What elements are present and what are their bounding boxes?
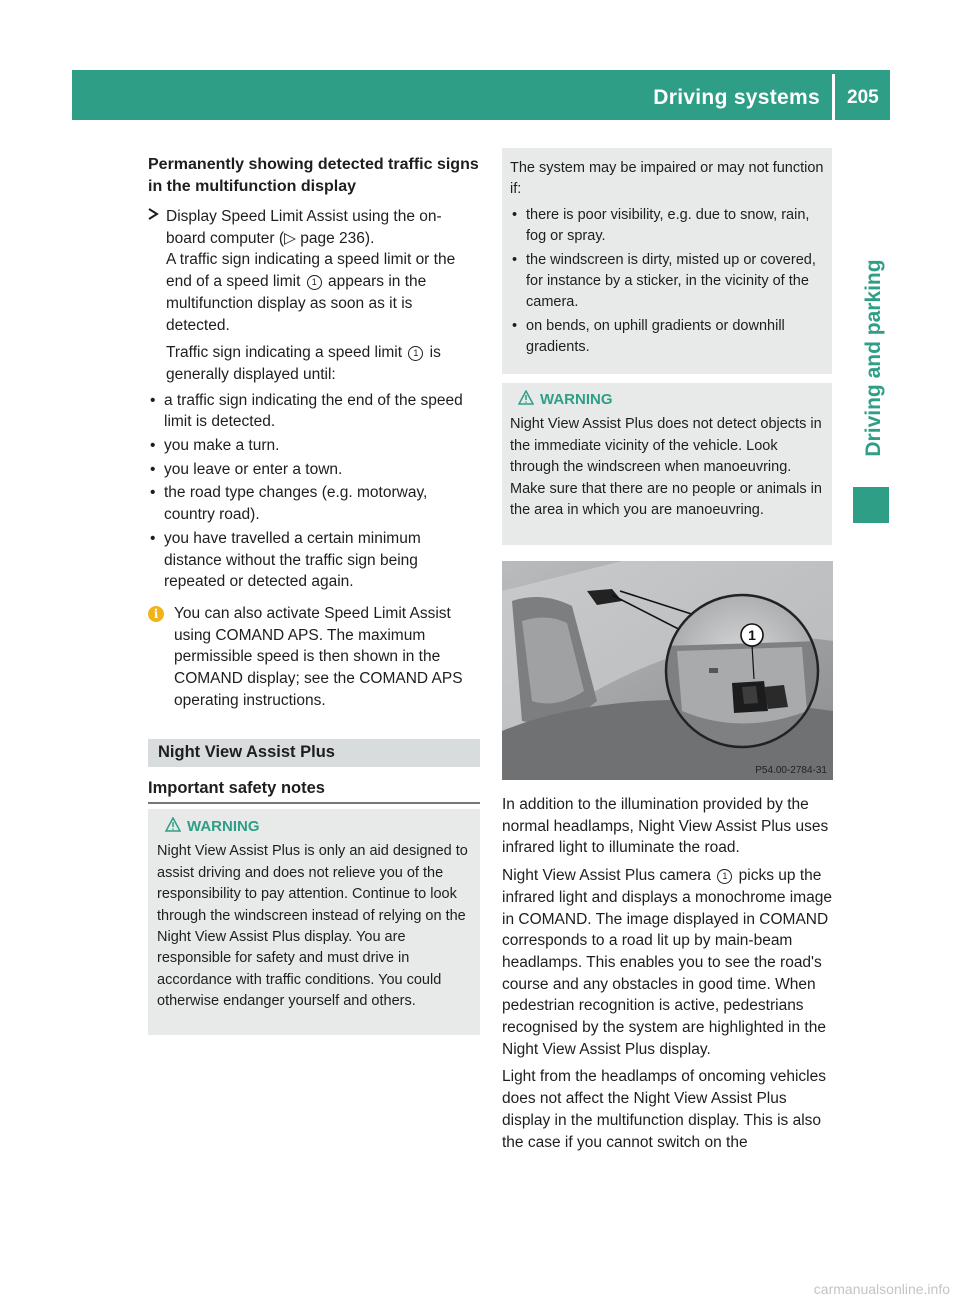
header-bar [72, 70, 890, 120]
side-tab-label: Driving and parking [862, 259, 885, 457]
left-column [148, 154, 480, 711]
paragraph-text: picks up the infrared light and displays a monochrome image in COMAND. The image displayed in COMAND corresponds to a road lit up by main-beam headlamps. This enables you to see the road's course and any obstacles in good time. When pedestrian recognition is active, pedestrians recognised by the system are highlighted in the Night View Assist Plus display. [502, 867, 832, 1058]
warning-label: WARNING [187, 818, 260, 835]
paragraph [148, 342, 480, 385]
instruction-step [148, 206, 480, 249]
callout-1-icon: 1 [717, 869, 732, 884]
step-text: Display Speed Limit Assist using the on-board computer ( [166, 208, 442, 247]
figure-code: P54.00-2784-31 [755, 765, 827, 776]
figure-callout-1: 1 [748, 627, 756, 643]
list-item: • the road type changes (e.g. motorway, country road). [148, 482, 480, 525]
subheading: Important safety notes [148, 779, 325, 797]
section-title: Night View Assist Plus [158, 743, 335, 761]
warning-box [502, 383, 832, 545]
paragraph [148, 249, 480, 336]
section-bar [148, 739, 480, 767]
side-tab [853, 248, 887, 468]
paragraph [502, 865, 834, 1060]
watermark: carmanualsonline.info [813, 1281, 950, 1297]
paragraph-text: appears in the multifunction display as soon as it is detected. [166, 273, 427, 334]
warning-label: WARNING [540, 391, 613, 408]
paragraph: In addition to the illumination provided by the normal headlamps, Night View Assist Plus uses infrared light to illuminate the road. [502, 796, 829, 857]
camera-figure [502, 561, 833, 780]
divider [148, 802, 480, 804]
side-tab-marker [853, 487, 889, 523]
info-text: You can also activate Speed Limit Assist using COMAND APS. The maximum permissible speed is then shown in the COMAND display; see the COMAND APS operating instructions. [174, 604, 463, 709]
list-item: • a traffic sign indicating the end of the speed limit is detected. [148, 390, 480, 433]
step-text-end: ). [364, 229, 375, 247]
impairment-box [502, 148, 832, 374]
list-item: • on bends, on uphill gradients or downhill gradients. [510, 316, 828, 359]
callout-1-icon: 1 [408, 346, 423, 361]
step-arrow-icon [148, 206, 159, 228]
header-separator [832, 74, 835, 120]
callout-1-icon: 1 [307, 275, 322, 290]
list-item: • the windscreen is dirty, misted up or covered, for instance by a sticker, in the vicinity of the camera. [510, 250, 828, 314]
info-icon: i [148, 606, 164, 622]
paragraph-text: A traffic sign indicating a speed limit or the end of a speed limit [166, 251, 456, 291]
warning-triangle-icon [165, 817, 181, 832]
impairment-intro: The system may be impaired or may not function if: [510, 160, 824, 198]
warning-triangle-icon [518, 390, 534, 405]
warning-box [148, 809, 480, 1035]
right-body-text [502, 794, 834, 1153]
bullet-list [148, 390, 480, 593]
page-reference-link[interactable]: ▷ page 236 [284, 229, 365, 247]
warning-heading [510, 389, 828, 410]
list-item: • there is poor visibility, e.g. due to snow, rain, fog or spray. [510, 205, 828, 248]
windscreen-camera-illustration [502, 561, 833, 780]
list-item: • you make a turn. [148, 435, 480, 457]
paragraph: Light from the headlamps of oncoming vehicles does not affect the Night View Assist Plus display in the multifunction display. This is also the case if you cannot switch on the [502, 1068, 826, 1151]
warning-text: Night View Assist Plus is only an aid designed to assist driving and does not relieve you of the responsibility to pay attention. Continue to look through the windscreen instead of relying on the Night View Assist Plus display. You are responsible for safety and must drive in accordance with traffic conditions. You could otherwise endanger yourself and others. [157, 843, 468, 1010]
warning-text: Night View Assist Plus does not detect objects in the immediate vicinity of the vehicle. Look through the windscreen when manoeuvring. Make sure that there are no people or animals in the area in which you are manoeuvring. [510, 416, 822, 519]
page-number: 205 [847, 87, 879, 108]
warning-heading [157, 816, 475, 837]
list-item: • you leave or enter a town. [148, 459, 480, 481]
info-note [148, 603, 480, 712]
paragraph-text: Traffic sign indicating a speed limit [166, 344, 407, 362]
list-item: • you have travelled a certain minimum distance without the traffic sign being repeated or detected again. [148, 528, 480, 593]
header-title: Driving systems [653, 86, 820, 109]
impairment-list [510, 205, 828, 359]
paragraph-text: is generally displayed until: [166, 344, 441, 383]
paragraph-text: Night View Assist Plus camera [502, 867, 716, 885]
section-heading-traffic-signs: Permanently showing detected traffic signs in the multifunction display [148, 156, 479, 195]
